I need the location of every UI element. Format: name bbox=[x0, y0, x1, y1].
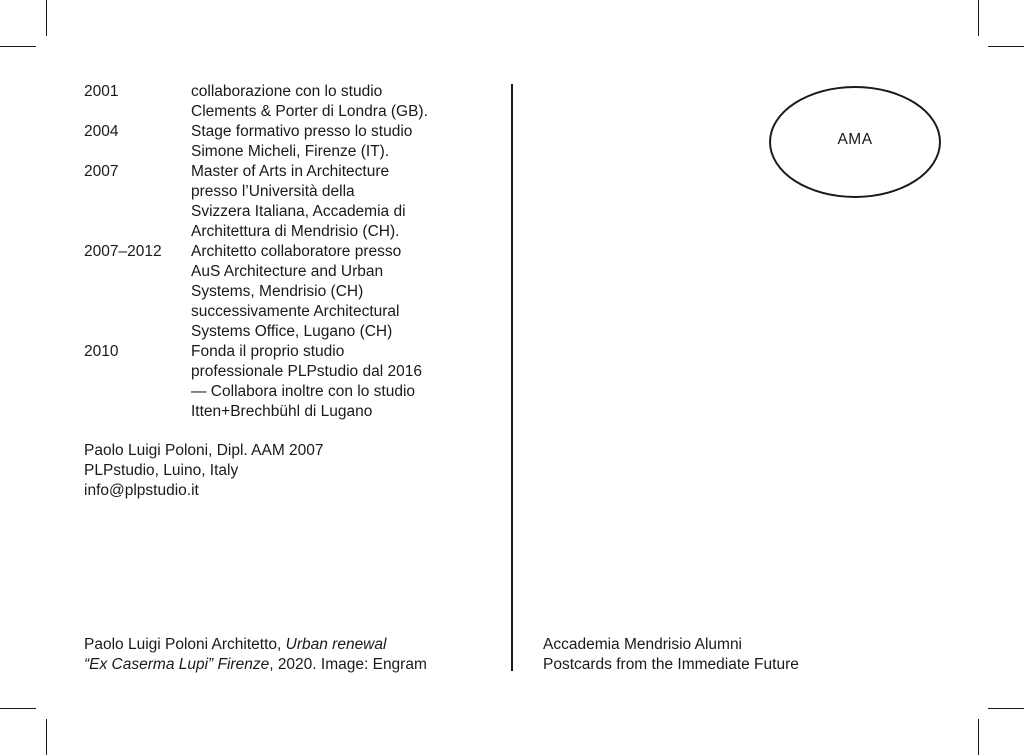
crop-mark-bottom-left bbox=[46, 719, 47, 755]
cv-year: 2001 bbox=[84, 83, 119, 100]
caption-line-2 bbox=[84, 655, 427, 675]
cv-line: Master of Arts in Architecture bbox=[191, 163, 390, 180]
contact-email[interactable]: info@plpstudio.it bbox=[84, 482, 199, 499]
cv-year: 2007–2012 bbox=[84, 243, 162, 260]
cv-line: — Collabora inoltre con lo studio bbox=[191, 383, 416, 400]
cv-year: 2010 bbox=[84, 343, 119, 360]
cv-line: Systems Office, Lugano (CH) bbox=[191, 323, 393, 340]
publisher-name: Accademia Mendrisio Alumni bbox=[543, 636, 743, 653]
cv-line: presso l’Università della bbox=[191, 183, 355, 200]
cv-line: AuS Architecture and Urban bbox=[191, 263, 384, 280]
postcard-divider bbox=[511, 84, 513, 671]
contact-block bbox=[84, 441, 324, 501]
contact-studio: PLPstudio, Luino, Italy bbox=[84, 462, 239, 479]
cv-year: 2007 bbox=[84, 163, 119, 180]
ama-logo-stamp bbox=[769, 86, 941, 198]
cv-entry bbox=[84, 82, 491, 122]
crop-mark-bottom-left-horizontal bbox=[0, 708, 36, 709]
cv-line: Stage formativo presso lo studio bbox=[191, 123, 413, 140]
crop-mark-top-right bbox=[978, 0, 979, 36]
caption-project-title-continued: “Ex Caserma Lupi” Firenze bbox=[84, 656, 270, 673]
contact-name: Paolo Luigi Poloni, Dipl. AAM 2007 bbox=[84, 442, 324, 459]
crop-mark-top-right-horizontal bbox=[988, 46, 1024, 47]
crop-mark-top-left bbox=[46, 0, 47, 36]
cv-line: successivamente Architectural bbox=[191, 303, 400, 320]
cv-description bbox=[191, 82, 491, 122]
cv-line: collaborazione con lo studio bbox=[191, 83, 383, 100]
series-title: Postcards from the Immediate Future bbox=[543, 656, 799, 673]
image-caption bbox=[84, 635, 427, 675]
crop-mark-top-left-horizontal bbox=[0, 46, 36, 47]
cv-line: Systems, Mendrisio (CH) bbox=[191, 283, 364, 300]
cv-description bbox=[191, 162, 491, 242]
cv-entry bbox=[84, 162, 491, 242]
cv-line: Itten+Brechbühl di Lugano bbox=[191, 403, 373, 420]
publisher-footer bbox=[543, 635, 799, 675]
caption-author: Paolo Luigi Poloni Architetto, bbox=[84, 636, 286, 653]
cv-year: 2004 bbox=[84, 123, 119, 140]
cv-line: professionale PLPstudio dal 2016 bbox=[191, 363, 422, 380]
cv-entry bbox=[84, 242, 491, 342]
cv-line: Architettura di Mendrisio (CH). bbox=[191, 223, 400, 240]
cv-line: Architetto collaboratore presso bbox=[191, 243, 402, 260]
crop-mark-bottom-right-horizontal bbox=[988, 708, 1024, 709]
logo-text: AMA bbox=[837, 131, 873, 148]
cv-line: Simone Micheli, Firenze (IT). bbox=[191, 143, 390, 160]
caption-line-1 bbox=[84, 635, 427, 655]
cv-description bbox=[191, 122, 491, 162]
cv-entry bbox=[84, 122, 491, 162]
cv-entry bbox=[84, 342, 491, 422]
cv-line: Fonda il proprio studio bbox=[191, 343, 345, 360]
caption-project-title: Urban renewal bbox=[285, 636, 387, 653]
cv-line: Clements & Porter di Londra (GB). bbox=[191, 103, 428, 120]
cv-line: Svizzera Italiana, Accademia di bbox=[191, 203, 406, 220]
crop-mark-bottom-right bbox=[978, 719, 979, 755]
cv-description bbox=[191, 342, 491, 422]
cv-list bbox=[84, 82, 491, 422]
caption-credit: , 2020. Image: Engram bbox=[269, 656, 427, 673]
cv-description bbox=[191, 242, 491, 342]
